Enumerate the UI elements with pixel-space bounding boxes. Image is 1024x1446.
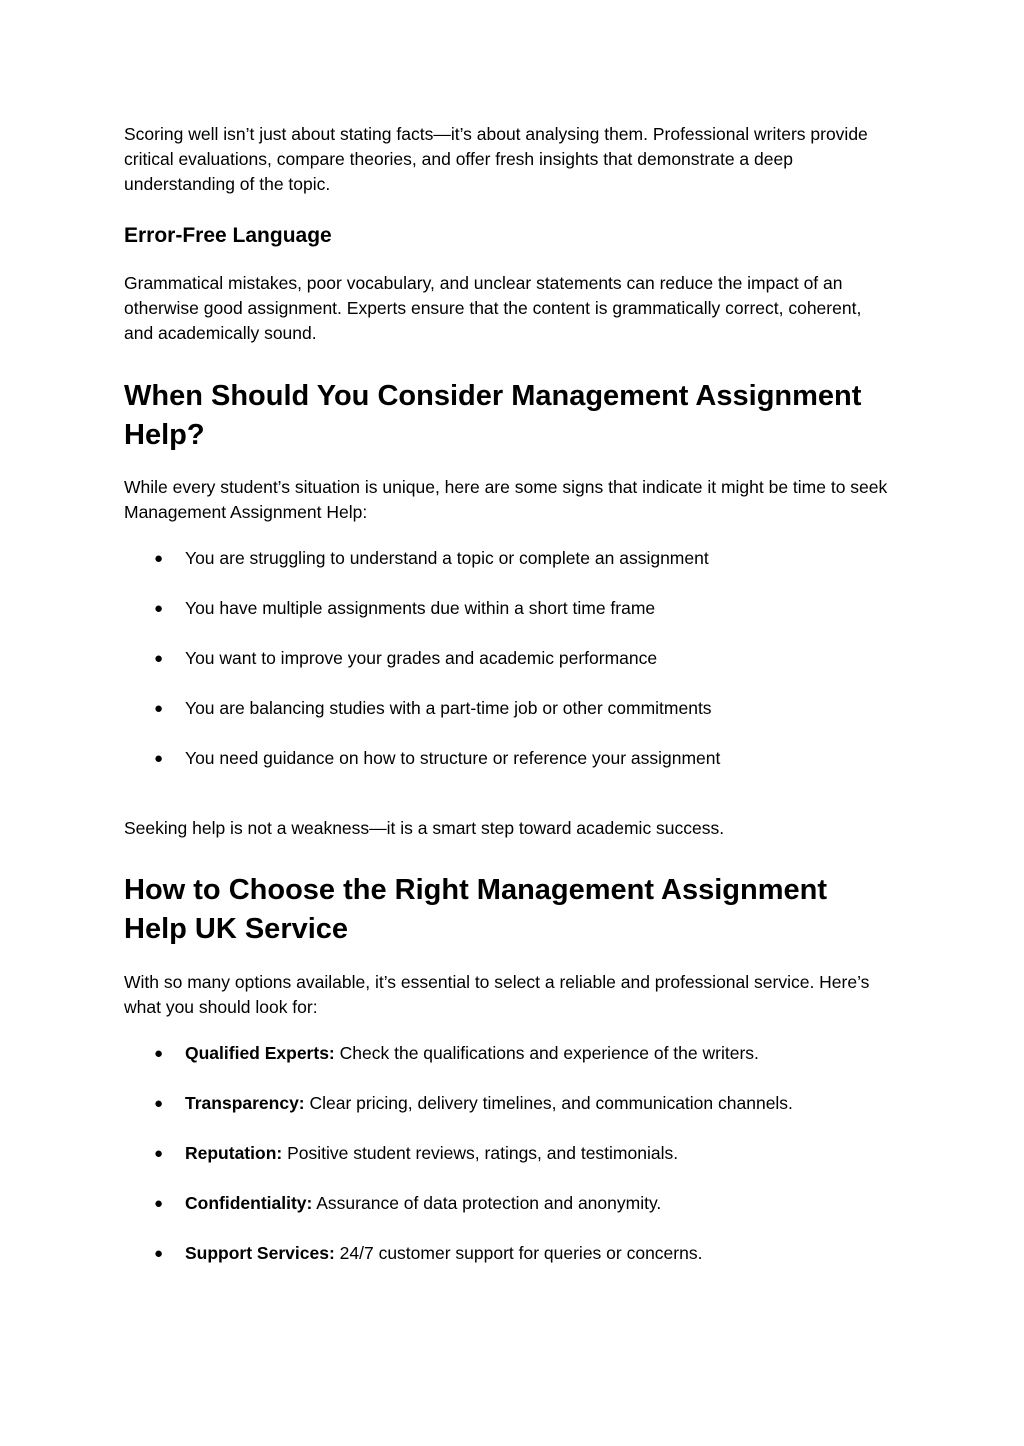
bullet-icon: ● xyxy=(154,1245,164,1262)
when-section-intro: While every student’s situation is unique, here are some signs that indicate it might be time to seek Management Assignment Help: xyxy=(124,477,888,522)
list-item-text: You have multiple assignments due within a short time frame xyxy=(185,598,656,618)
list-item-content xyxy=(185,1041,759,1066)
list-item-content xyxy=(185,1241,702,1266)
list-item-term: Support Services: xyxy=(185,1243,335,1263)
list-item xyxy=(124,596,894,646)
bullet-icon: ● xyxy=(154,600,164,617)
list-item xyxy=(124,1191,894,1241)
list-item xyxy=(124,546,894,596)
bullet-icon: ● xyxy=(154,750,164,767)
bullet-icon: ● xyxy=(154,700,164,717)
list-item xyxy=(124,646,894,696)
list-item xyxy=(124,1091,894,1141)
list-item xyxy=(124,1141,894,1191)
intro-paragraph: Scoring well isn’t just about stating facts—it’s about analysing them. Professional writers provide critical evaluations, compare theories, and offer fresh insights that demonstrate a deep understanding of the topic. xyxy=(124,124,868,194)
list-item-content xyxy=(185,1191,661,1216)
list-item-text: You need guidance on how to structure or reference your assignment xyxy=(185,748,721,768)
list-item-text: Positive student reviews, ratings, and testimonials. xyxy=(282,1143,679,1163)
bullet-icon: ● xyxy=(154,650,164,667)
list-item xyxy=(124,1041,894,1091)
list-item-content xyxy=(185,1141,678,1166)
list-item-text: Assurance of data protection and anonymity. xyxy=(312,1193,662,1213)
list-item-term: Qualified Experts: xyxy=(185,1043,335,1063)
list-item xyxy=(124,696,894,746)
list-item-text: You are struggling to understand a topic or complete an assignment xyxy=(185,548,709,568)
choose-section-intro: With so many options available, it’s essential to select a reliable and professional service. Here’s what you should look for: xyxy=(124,972,870,1017)
bullet-icon: ● xyxy=(154,1045,164,1062)
choose-criteria-list xyxy=(124,1041,894,1291)
list-item-term: Transparency: xyxy=(185,1093,305,1113)
bullet-icon: ● xyxy=(154,1195,164,1212)
bullet-icon: ● xyxy=(154,1145,164,1162)
bullet-icon: ● xyxy=(154,550,164,567)
list-item-term: Reputation: xyxy=(185,1143,283,1163)
bullet-icon: ● xyxy=(154,1095,164,1112)
list-item xyxy=(124,746,894,796)
when-signs-list xyxy=(124,546,894,796)
list-item-text: You are balancing studies with a part-time job or other commitments xyxy=(185,698,712,718)
list-item-text: Check the qualifications and experience of the writers. xyxy=(334,1043,759,1063)
list-item xyxy=(124,1241,894,1291)
list-item-text: You want to improve your grades and academic performance xyxy=(185,648,658,668)
when-section-heading: When Should You Consider Management Assignment Help? xyxy=(124,380,862,451)
choose-section-heading: How to Choose the Right Management Assignment Help UK Service xyxy=(124,874,828,945)
error-free-paragraph: Grammatical mistakes, poor vocabulary, and unclear statements can reduce the impact of an otherwise good assignment. Experts ensure that the content is grammatically correct, coherent, and academically sound. xyxy=(124,273,862,343)
when-section-closing: Seeking help is not a weakness—it is a smart step toward academic success. xyxy=(124,818,725,838)
list-item-content xyxy=(185,1091,793,1116)
list-item-term: Confidentiality: xyxy=(185,1193,313,1213)
list-item-text: Clear pricing, delivery timelines, and communication channels. xyxy=(304,1093,793,1113)
list-item-text: 24/7 customer support for queries or concerns. xyxy=(334,1243,703,1263)
error-free-heading: Error-Free Language xyxy=(124,224,332,247)
